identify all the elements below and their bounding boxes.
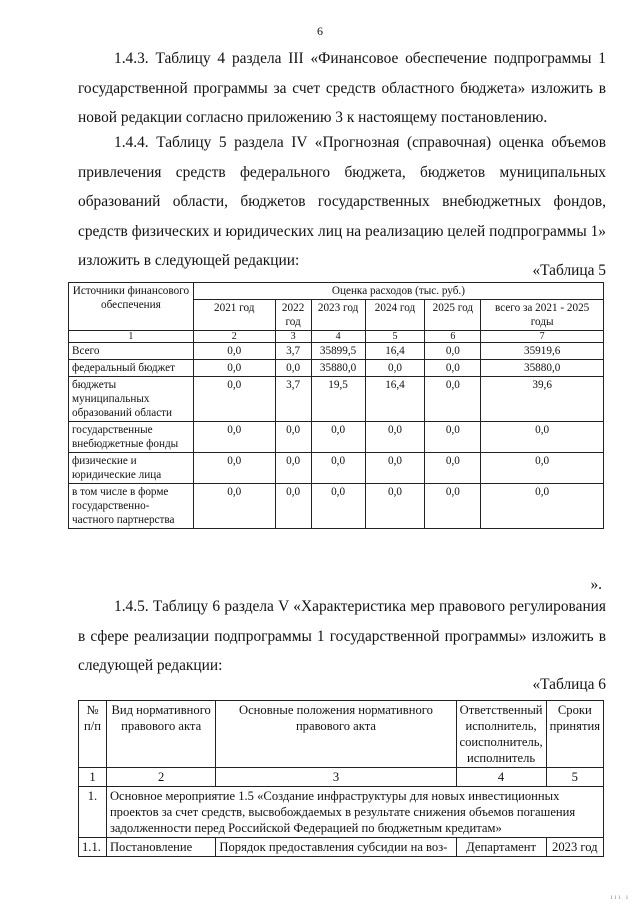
table-5-value-cell: 0,0 [193,360,275,377]
table-6-header-executor: Ответственный исполнитель, соисполнитель, исполнитель [456,701,546,768]
table-6 [78,700,604,857]
table-6-act-type-cell: Постановление [106,838,215,857]
table-5-value-cell: 0,0 [481,453,604,484]
paragraph-1-4-4 [78,128,606,276]
paragraph-1-4-4-text: 1.4.4. Таблицу 5 раздела IV «Прогнозная (справочная) оценка объемов привлечения средств федерального бюджета, бюджетов муниципальных образований области, бюджетов государственных внебюджетных фондов, средств физических и юридических лиц на реализацию целей подпрограммы 1» изложить в следующей редакции: [78,134,606,269]
table-6-header-row [79,701,604,768]
table-5-source-cell: Всего [69,343,194,360]
table-6-header-number: № п/п [79,701,107,768]
table-5-value-cell: 35899,5 [311,343,365,360]
table-5-year-2022: 2022 год [275,300,311,331]
table-5-source-cell: федеральный бюджет [69,360,194,377]
table-5-value-cell: 0,0 [193,453,275,484]
table-6-row-1-1 [79,838,604,857]
table-6-index-cell: 1 [79,768,107,787]
table-5-index-cell: 3 [275,331,311,343]
table-5-year-2021: 2021 год [193,300,275,331]
table-5-year-2024: 2024 год [365,300,425,331]
table-6-index-cell: 2 [106,768,215,787]
table-5-value-cell: 0,0 [275,453,311,484]
scan-mark: ııı ı [610,893,630,901]
table-5-value-cell: 0,0 [425,422,481,453]
table-5-value-cell: 0,0 [275,484,311,529]
table-5-year-total: всего за 2021 - 2025 годы [481,300,604,331]
table-5-index-row [69,331,604,343]
table-5-close-quote: ». [590,576,602,593]
table-5-value-cell: 0,0 [365,453,425,484]
table-5-year-2025: 2025 год [425,300,481,331]
table-6-main-activity-text: Основное мероприятие 1.5 «Создание инфраструктуры для новых инвестиционных проектов за счет средств, высвобождаемых в результате снижения объемов погашения задолженности перед Российской Федерацией по бюджетным кредитам» [106,787,603,838]
table-5-value-cell: 0,0 [311,484,365,529]
table-5-value-cell: 0,0 [193,422,275,453]
table-6-deadline-cell: 2023 год [546,838,603,857]
paragraph-1-4-5 [78,592,606,681]
table-5-value-cell: 0,0 [481,422,604,453]
table-5-source-cell: в том числе в форме государственно-частного партнерства [69,484,194,529]
table-5-index-cell: 5 [365,331,425,343]
table-5-header-row [69,283,604,300]
table-5-value-cell: 0,0 [481,484,604,529]
table-5-index-cell: 4 [311,331,365,343]
table-5-value-cell: 0,0 [365,422,425,453]
table-5-value-cell: 0,0 [193,343,275,360]
table-5-source-cell: бюджеты муниципальных образований области [69,377,194,422]
table-5 [68,282,604,529]
table-5-row-ppp [69,484,604,529]
table-5-value-cell: 19,5 [311,377,365,422]
table-5-value-cell: 0,0 [425,360,481,377]
table-5-index-cell: 6 [425,331,481,343]
table-6-index-cell: 4 [456,768,546,787]
table-6-index-cell: 5 [546,768,603,787]
table-6-executor-cell: Департамент [456,838,546,857]
table-5-value-cell: 35919,6 [481,343,604,360]
table-5-value-cell: 16,4 [365,377,425,422]
table-5-index-cell: 1 [69,331,194,343]
table-5-year-2023: 2023 год [311,300,365,331]
table-6-row-main-activity [79,787,604,838]
table-5-value-cell: 39,6 [481,377,604,422]
table-5-value-cell: 0,0 [275,422,311,453]
table-6-caption: «Таблица 6 [532,676,606,693]
paragraph-1-4-5-text: 1.4.5. Таблицу 6 раздела V «Характеристика мер правового регулирования в сфере реализации подпрограммы 1 государственной программы» изложить в следующей редакции: [78,598,606,674]
table-5-value-cell: 0,0 [365,484,425,529]
table-6-header-provisions: Основные положения нормативного правового акта [216,701,456,768]
table-5-value-cell: 0,0 [193,377,275,422]
table-5-value-cell: 0,0 [193,484,275,529]
table-5-value-cell: 3,7 [275,343,311,360]
table-5-row-total [69,343,604,360]
table-6-index-cell: 3 [216,768,456,787]
paragraph-1-4-3-text: 1.4.3. Таблицу 4 раздела III «Финансовое обеспечение подпрограммы 1 государственной программы за счет средств областного бюджета» изложить в новой редакции согласно приложению 3 к настоящему постановлению. [78,50,606,126]
table-5-value-cell: 0,0 [425,453,481,484]
table-6-header-deadline: Сроки принятия [546,701,603,768]
table-6-index-row [79,768,604,787]
table-5-value-cell: 0,0 [425,343,481,360]
table-5-value-cell: 0,0 [311,422,365,453]
table-5-value-cell: 3,7 [275,377,311,422]
table-5-value-cell: 35880,0 [311,360,365,377]
table-5-row-offbudget-funds [69,422,604,453]
table-6-provisions-cell: Порядок предоставления субсидии на воз- [216,838,456,857]
table-5-value-cell: 16,4 [365,343,425,360]
table-5-value-cell: 35880,0 [481,360,604,377]
paragraph-1-4-3 [78,44,606,133]
table-5-caption: «Таблица 5 [532,262,606,279]
table-5-value-cell: 0,0 [425,484,481,529]
table-6-row-number: 1. [79,787,107,838]
table-5-row-municipal [69,377,604,422]
table-5-row-persons [69,453,604,484]
table-6-header-act-type: Вид нормативного правового акта [106,701,215,768]
table-5-header-source: Источники финансового обеспечения [69,283,194,331]
table-5-source-cell: государственные внебюджетные фонды [69,422,194,453]
table-6-row-number: 1.1. [79,838,107,857]
table-5-value-cell: 0,0 [425,377,481,422]
table-5-index-cell: 2 [193,331,275,343]
table-5-row-federal [69,360,604,377]
table-5-value-cell: 0,0 [365,360,425,377]
table-5-index-cell: 7 [481,331,604,343]
table-5-value-cell: 0,0 [275,360,311,377]
table-5-source-cell: физические и юридические лица [69,453,194,484]
table-5-header-estimate: Оценка расходов (тыс. руб.) [193,283,603,300]
page-number: 6 [317,24,323,38]
table-5-value-cell: 0,0 [311,453,365,484]
